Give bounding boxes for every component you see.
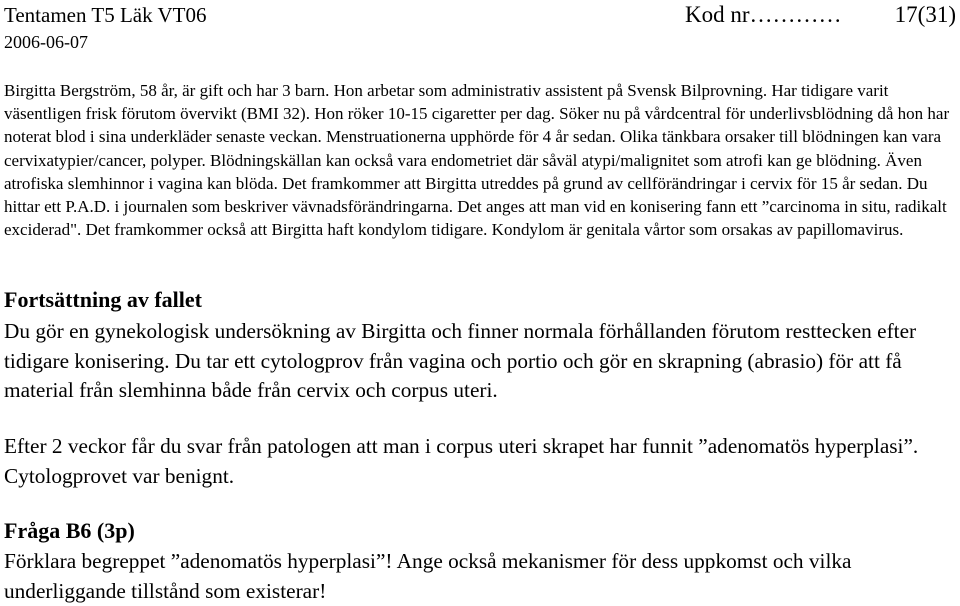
- question-text: Förklara begreppet ”adenomatös hyperplasi”! Ange också mekanismer för dess uppkomst och vilka underliggande tillstånd som existerar!: [4, 549, 852, 603]
- question-label: Fråga B6: [4, 518, 92, 543]
- continuation-paragraph-examination: Du gör en gynekologisk undersökning av Birgitta och finner normala förhållanden förutom resttecken efter tidigare konisering. Du tar ett cytologprov från vagina och portio och gör en skrapning (abrasio) för att få material från slemhinna både från cervix och corpus uteri.: [4, 319, 917, 402]
- question-heading: [4, 518, 135, 544]
- continuation-paragraph-result: Efter 2 veckor får du svar från patologen att man i corpus uteri skrapet har funnit ”adenomatös hyperplasi”. Cytologprovet var benignt.: [4, 434, 919, 488]
- exam-date: 2006-06-07: [4, 32, 88, 52]
- case-description: Birgitta Bergström, 58 år, är gift och har 3 barn. Hon arbetar som administrativ assistent på Svensk Bilprovning. Har tidigare varit väsentligen frisk förutom övervikt (BMI 32). Hon röker 10-15 cigaretter per dag. Söker nu på vårdcentral för underlivsblödning då hon har noterat blod i sina underkläder senaste veckan. Menstruationerna upphörde för 4 år sedan. Olika tänkbara orsaker till blödningen kan vara cervixatypier/cancer, polyper. Blödningskällan kan också vara endometriet där såväl atypi/malignitet som atrofi kan ge blödning. Även atrofiska slemhinnor i vagina kan blöda. Det framkommer att Birgitta utreddes på grund av cellförändringar i cervix för 15 år sedan. Du hittar ett P.A.D. i journalen som beskriver vävnadsförändringarna. Det anges att man vid en konisering fann ett ”carcinoma in situ, radikalt exciderad". Det framkommer också att Birgitta haft kondylom tidigare. Kondylom är genitala vårtor som orsakas av papillomavirus.: [4, 81, 950, 240]
- continuation-heading: Fortsättning av fallet: [4, 287, 202, 312]
- code-number-field: Kod nr…………: [685, 2, 842, 27]
- exam-title: Tentamen T5 Läk VT06: [4, 3, 207, 27]
- question-points: (3p): [96, 518, 135, 543]
- page-number: 17(31): [894, 2, 956, 27]
- exam-page: [4, 0, 956, 604]
